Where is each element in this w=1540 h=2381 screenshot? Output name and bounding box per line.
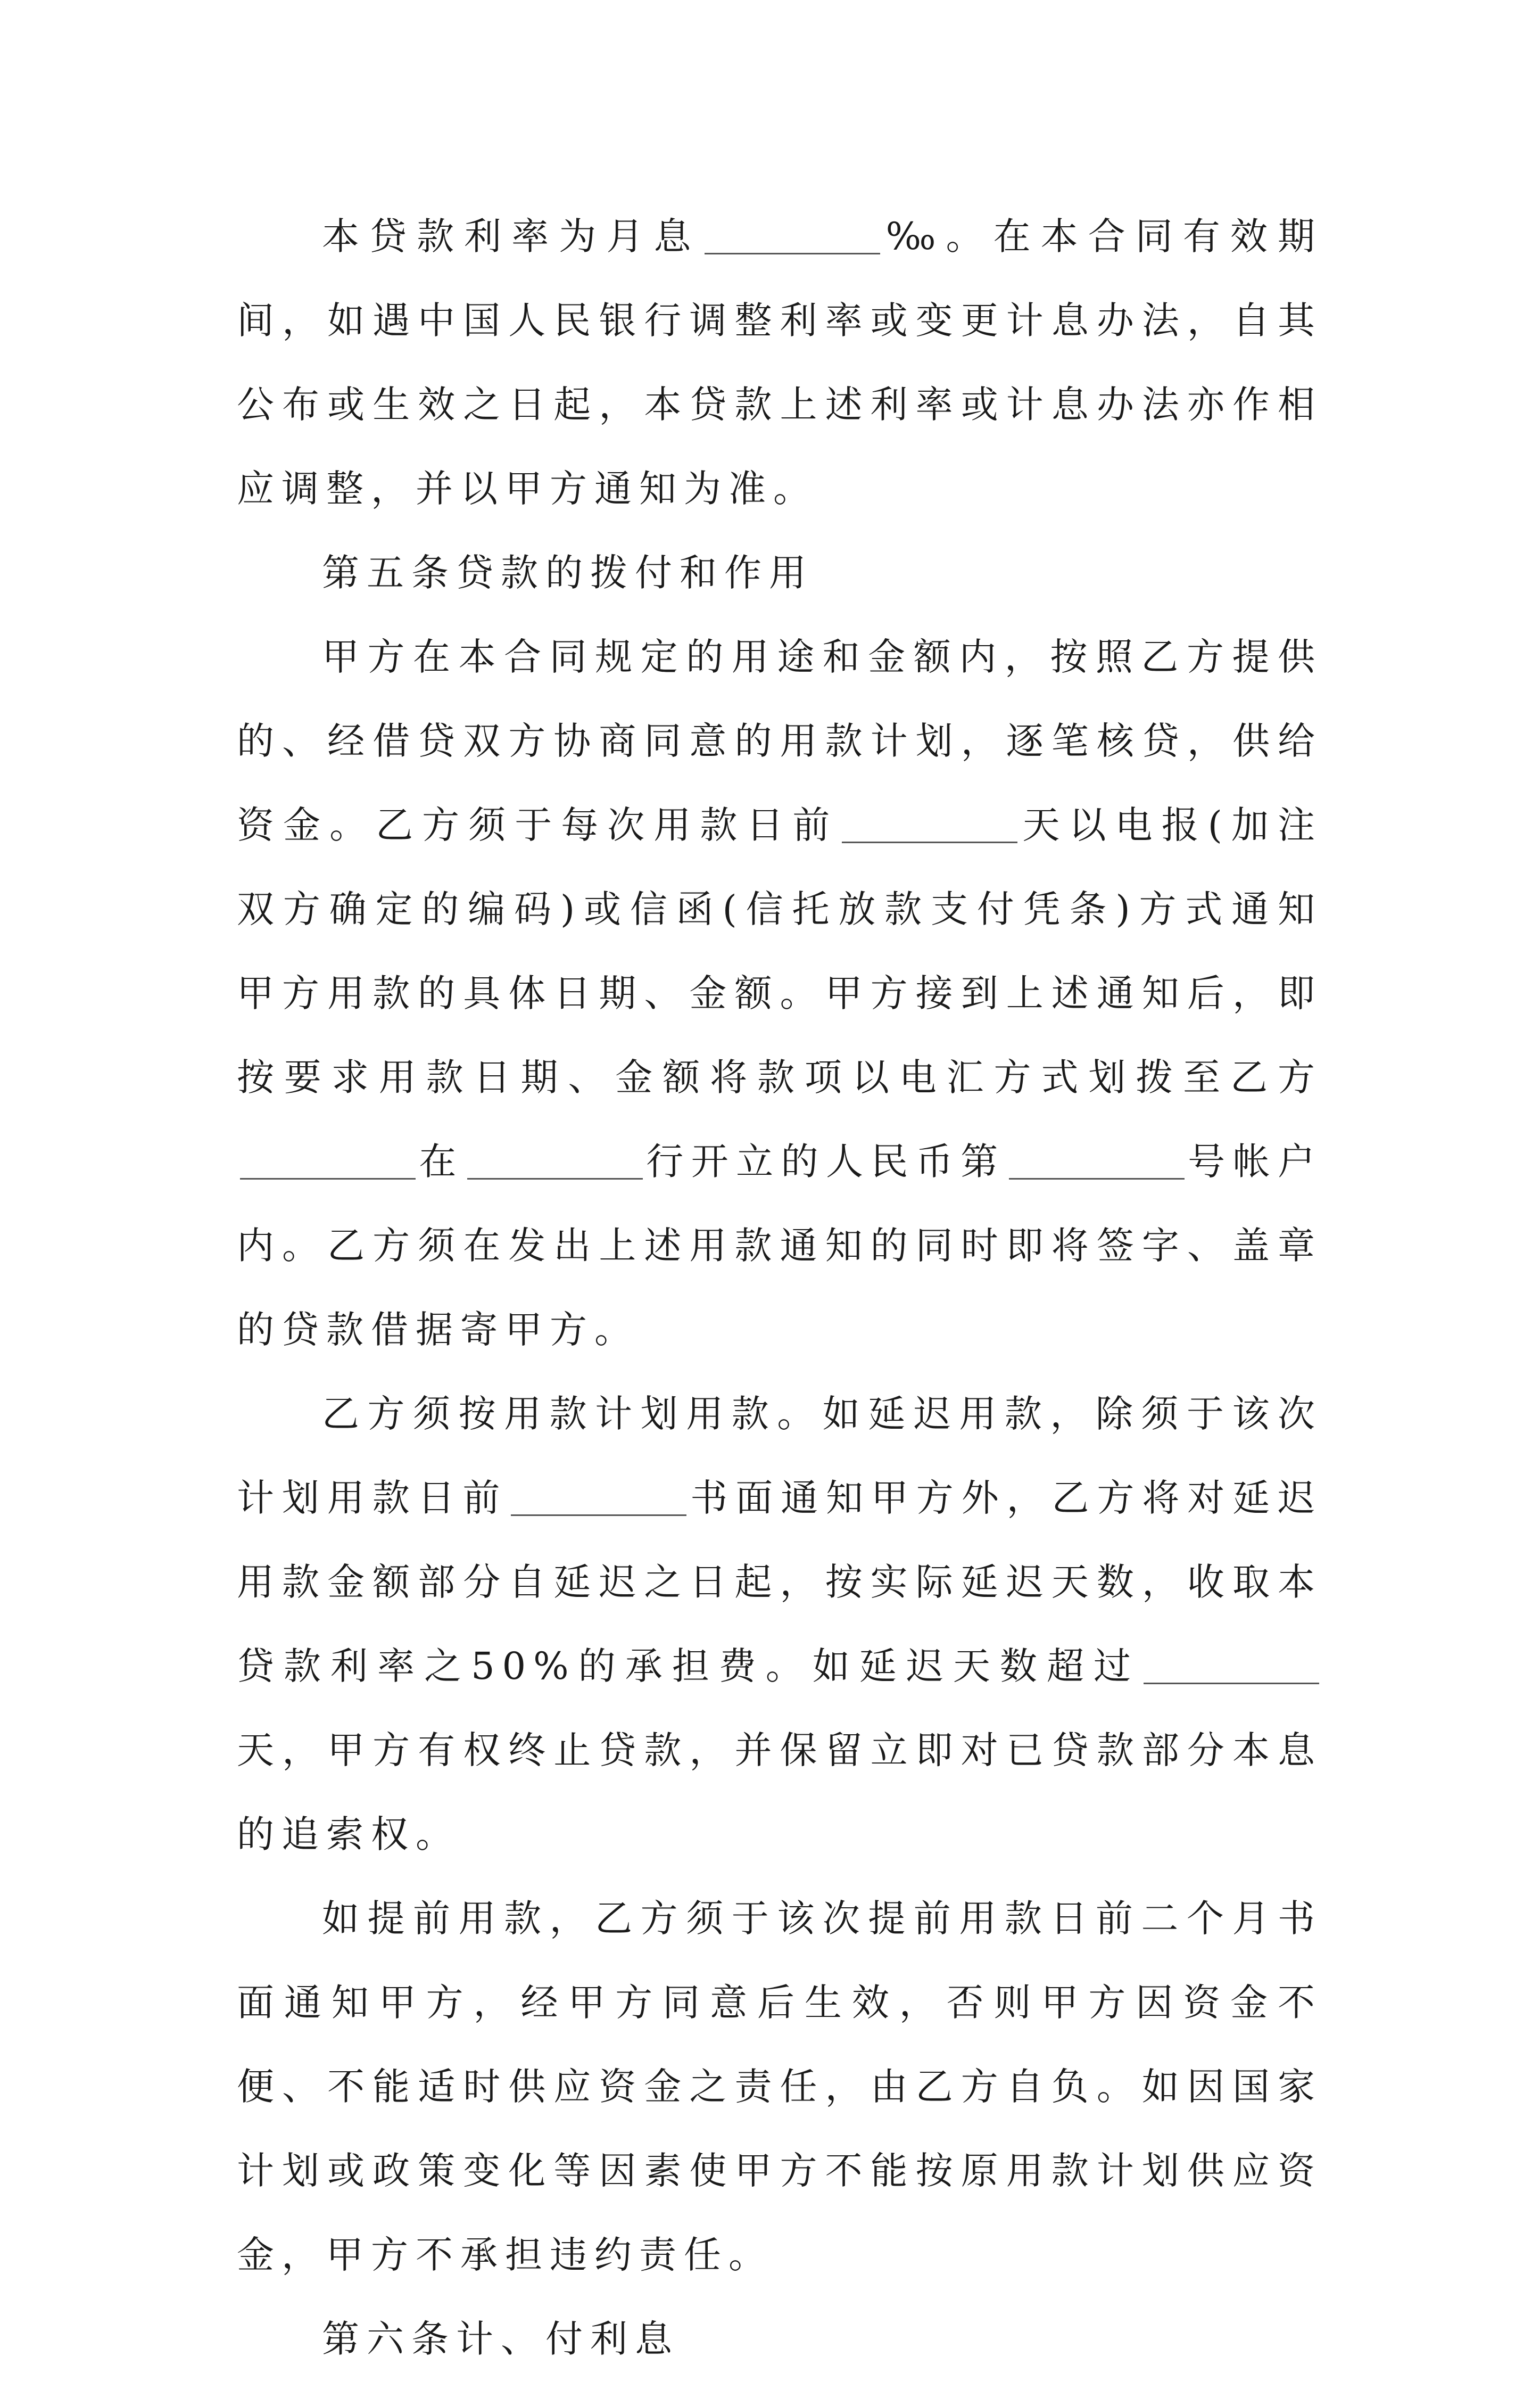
text-segment: 行开立的人民币第 [645, 1140, 1006, 1183]
paragraph-interest-rate [237, 194, 1322, 531]
fill-in-blank-delay-days [1144, 1645, 1319, 1684]
text-segment: 天以电报(加注双方确定的编码)或信函(信托放款支付凭条)方式通知甲方用款的具体日期、金额。甲方接到上述通知后，即按要求用款日期、金额将款项以电汇方式划拨至乙方 [237, 803, 1323, 1099]
paragraph-delayed-use [237, 1372, 1322, 1876]
text-segment: 在 [419, 1140, 464, 1183]
fill-in-blank-days [842, 804, 1017, 843]
text-segment: 号帐户内。乙方须在发出上述用款通知的同时即将签字、盖章的贷款借据寄甲方。 [237, 1140, 1323, 1352]
text-segment: 本贷款利率为月息 [322, 215, 701, 258]
paragraph-early-use: 如提前用款，乙方须于该次提前用款日前二个月书面通知甲方，经甲方同意后生效，否则甲方因资金不便、不能适时供应资金之责任，由乙方自负。如因国家计划或政策变化等因素使甲方不能按原用款计划供应资金，甲方不承担违约责任。 [237, 1897, 1322, 2277]
text-segment: 天，甲方有权终止贷款，并保留立即对已贷款部分本息的追索权。 [237, 1728, 1322, 1856]
document-body [237, 194, 1322, 2381]
fill-in-blank-bank [467, 1141, 643, 1180]
text-segment: ‰。在本合同有效期间，如遇中国人民银行调整利率或变更计息办法，自其公布或生效之日起，本贷款上述利率或计息办法亦作相应调整，并以甲方通知为准。 [237, 215, 1322, 510]
fill-in-blank-notice [511, 1477, 686, 1516]
paragraph-disbursement [237, 615, 1322, 1372]
fill-in-blank-payee [240, 1141, 416, 1180]
fill-in-blank-account [1009, 1141, 1185, 1180]
article-6-heading: 第六条计、付利息 [322, 2317, 680, 2361]
article-5-heading: 第五条贷款的拨付和作用 [322, 551, 814, 595]
text-segment: 乙方须按用款计划用款。如延迟用款，除须于该次计划用款日前 [237, 1392, 1322, 1520]
fill-in-blank-rate [705, 216, 880, 254]
text-segment: 甲方在本合同规定的用途和金额内，按照乙方提供的、经借贷双方协商同意的用款计划，逐笔核贷，供给资金。乙方须于每次用款日前 [237, 635, 1322, 847]
text-segment: 书面通知甲方外，乙方将对延迟用款金额部分自延迟之日起，按实际延迟天数，收取本贷款利率之50%的承担费。如延迟天数超过 [237, 1476, 1323, 1688]
